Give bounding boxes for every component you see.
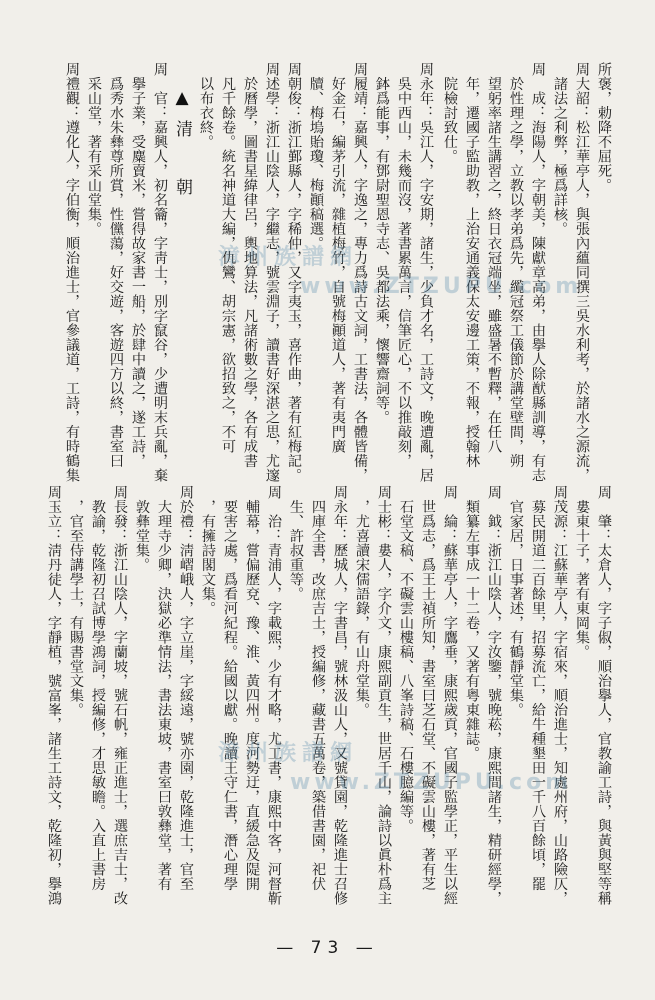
text-column: 周永年：歷城人，字書昌，號林汲山人，又號貸園，乾隆進士召修 (332, 485, 348, 906)
watermark-text: 漳州族譜網 (218, 741, 359, 766)
text-column: 大理寺少卿，決獄必準情法，書法東坡，書室曰敦彝堂，著有 (156, 485, 172, 891)
watermark-url: www.ZTZUPU.com (300, 274, 583, 299)
text-column: 周長發：浙江山陰人，字蘭坡，號石帆，雍正進士，選庶吉士，改 (112, 485, 128, 906)
text-column: 周永年：吳江人，字安期，諸生，少負才名，工詩文，晚遭亂，居 (418, 62, 434, 483)
watermark-url: www.ZTZUPU.com (290, 770, 573, 795)
text-column: 類纂左事成一十二卷，又著有粤東雜誌。 (464, 485, 480, 761)
upper-text-block (64, 62, 614, 483)
text-column: 周履靖：嘉興人，字逸之，專力爲詩古文詞，工書法，各體皆備， (352, 62, 368, 483)
text-column: 周 治：青浦人，字載熙，少有才略，尤工書，康熙中客，河督靳 (266, 485, 282, 906)
text-column: 牘、梅塢貽瓊、梅顚稿選。 (308, 62, 324, 251)
text-column: 凡千餘卷。統名神道大編，仇鸞、胡宗憲，欲招致之，不可 (220, 62, 236, 454)
text-column: 采山堂，著有采山堂集。 (86, 62, 102, 236)
text-column: 於曆學，圖書星緯律呂，輿地算法，凡諸術數之學，各有成書 (242, 62, 258, 468)
page-number: — 73 — (276, 938, 379, 958)
text-column: 好金石，編茅引流，雜植梅竹，自號梅顚道人，著有夷門廣 (330, 62, 346, 454)
text-column: 官家居，日事著述，有鶴靜堂集。 (508, 485, 524, 717)
text-column: 要害之處，爲看河紀程。給國以獻。晚讀王守仁書，潛心理學 (222, 485, 238, 891)
text-column: 周 鉞：浙江山陰人，字汝鑒，號晚菘，康熙間諸生，精研經學， (486, 485, 502, 906)
text-column: 以布衣終。 (198, 62, 214, 149)
text-column: 周大韶：松江華亭人，與張內蘊同撰三吳水利考，於諸水之源流， (574, 62, 590, 483)
text-column: 鉢爲能事，有鄧尉聖恩寺志、吳都法乘，懷響齋詞等。 (374, 62, 390, 425)
text-column: 擧子業，受麋賣米，嘗得故家書一船，於肆中讀之，遂工詩， (130, 62, 146, 468)
text-column: 吳中西山，未幾而沒，著書累萬言，信筆匠心，不以推敲刻， (396, 62, 412, 468)
text-column: 周 官：嘉興人，初名籥，字靑士，別字竄谷，少遭明末兵亂，棄 (152, 62, 168, 483)
text-column: 所褒，勅降不屈死。 (596, 62, 612, 193)
text-column: 婁東十子，著有東岡集。 (574, 485, 590, 659)
text-column: 年，遷國子監助教，上治安通義保太安邊工策，不報，授翰林 (464, 62, 480, 468)
text-column: 周 成：海陽人，字朝美，陳獻章高弟，由擧人除猷縣訓導，有志 (530, 62, 546, 483)
text-column: ，有擁詩閣文集。 (200, 485, 216, 616)
text-column: 望躬率諸生講習之，終日衣冠端坐，雖盛暑不暫釋，在任八 (486, 62, 502, 454)
text-column: ，尤喜讀宋儒語錄，有山舟堂集。 (354, 485, 370, 717)
text-column: 周玉立：淸丹徒人，字靜植，號富峯，諸生工詩文，乾隆初，擧鴻 (46, 485, 62, 906)
text-column: 院檢討致仕。 (442, 62, 458, 164)
text-column: 周士彬：婁人，字介文，康熙副貢生，世居千山，論詩以眞朴爲主 (376, 485, 392, 906)
text-column: 輔幕，嘗偏歷兗、豫、淮、黃四州。度河勢迂，直緩急及隄開 (244, 485, 260, 891)
text-column: 周 肇：太倉人，字子俶，順治擧人，官教諭工詩，與黃與堅等稱 (596, 485, 612, 906)
section-heading (172, 62, 192, 474)
text-column: 諸法之利弊，極爲詳核。 (552, 62, 568, 236)
text-column: 周朝俊：浙江鄞縣人，字稀仲，又字夷玉，喜作曲，著有紅梅記。 (286, 62, 302, 483)
text-column: 周於禮：淸嶍峨人，字立崖，字綏遠，號亦園，乾隆進士，官至 (178, 485, 194, 891)
watermark-text: 漳州族譜網 (218, 245, 359, 270)
text-column: 敦彝堂集。 (134, 485, 150, 572)
text-column: 募民開道二百餘里，招募流亡，給牛種墾田一千八百餘頃，罷 (530, 485, 546, 891)
lower-text-block (46, 485, 614, 906)
text-column: 世爲志，爲王士禎所知，書室曰芝石堂、不礙雲山樓，著有芝 (420, 485, 436, 891)
text-column: ，官至侍講學士，有賜書堂文集。 (68, 485, 84, 717)
text-column: 於性理之學，立教以孝弟爲先，䌫冠祭工儀節於講堂壁間，朔 (508, 62, 524, 468)
text-column: 生、許叔重等。 (288, 485, 304, 601)
text-column: 周禮觀：遵化人，字伯衡，順治進士，官參議道，工詩，有時鶴集 (64, 62, 80, 483)
text-column: 爲秀水朱彝尊所賞，性儻蕩，好交遊，客遊四方以終，書室曰 (108, 62, 124, 468)
text-column: 周茂源：江蘇華亭人，字宿來，順治進士，知處州府，山路險仄， (552, 485, 568, 906)
text-column: 四庫全書，改庶吉士，授編修，藏書五萬卷，築借書園，祀伏 (310, 485, 326, 891)
triangle-marker-icon: ▲ (172, 88, 192, 120)
section-heading-label: 清 朝 (172, 120, 192, 207)
text-column: 周 綸：蘇華亭人，字鷹垂，康熙歲貢，官國子監學正，平生以經 (442, 485, 458, 906)
text-column: 周述學：浙江山陰人，字繼志，號雲淵子，讀書好深湛之思，尤邃 (264, 62, 280, 483)
text-column: 教諭，乾隆初召試博學鴻詞，授編修，才思敏瞻。入直上書房 (90, 485, 106, 891)
text-column: 石堂文稿、不礙雲山樓稿、八峯詩稿、石樓臆編等。 (398, 485, 414, 833)
